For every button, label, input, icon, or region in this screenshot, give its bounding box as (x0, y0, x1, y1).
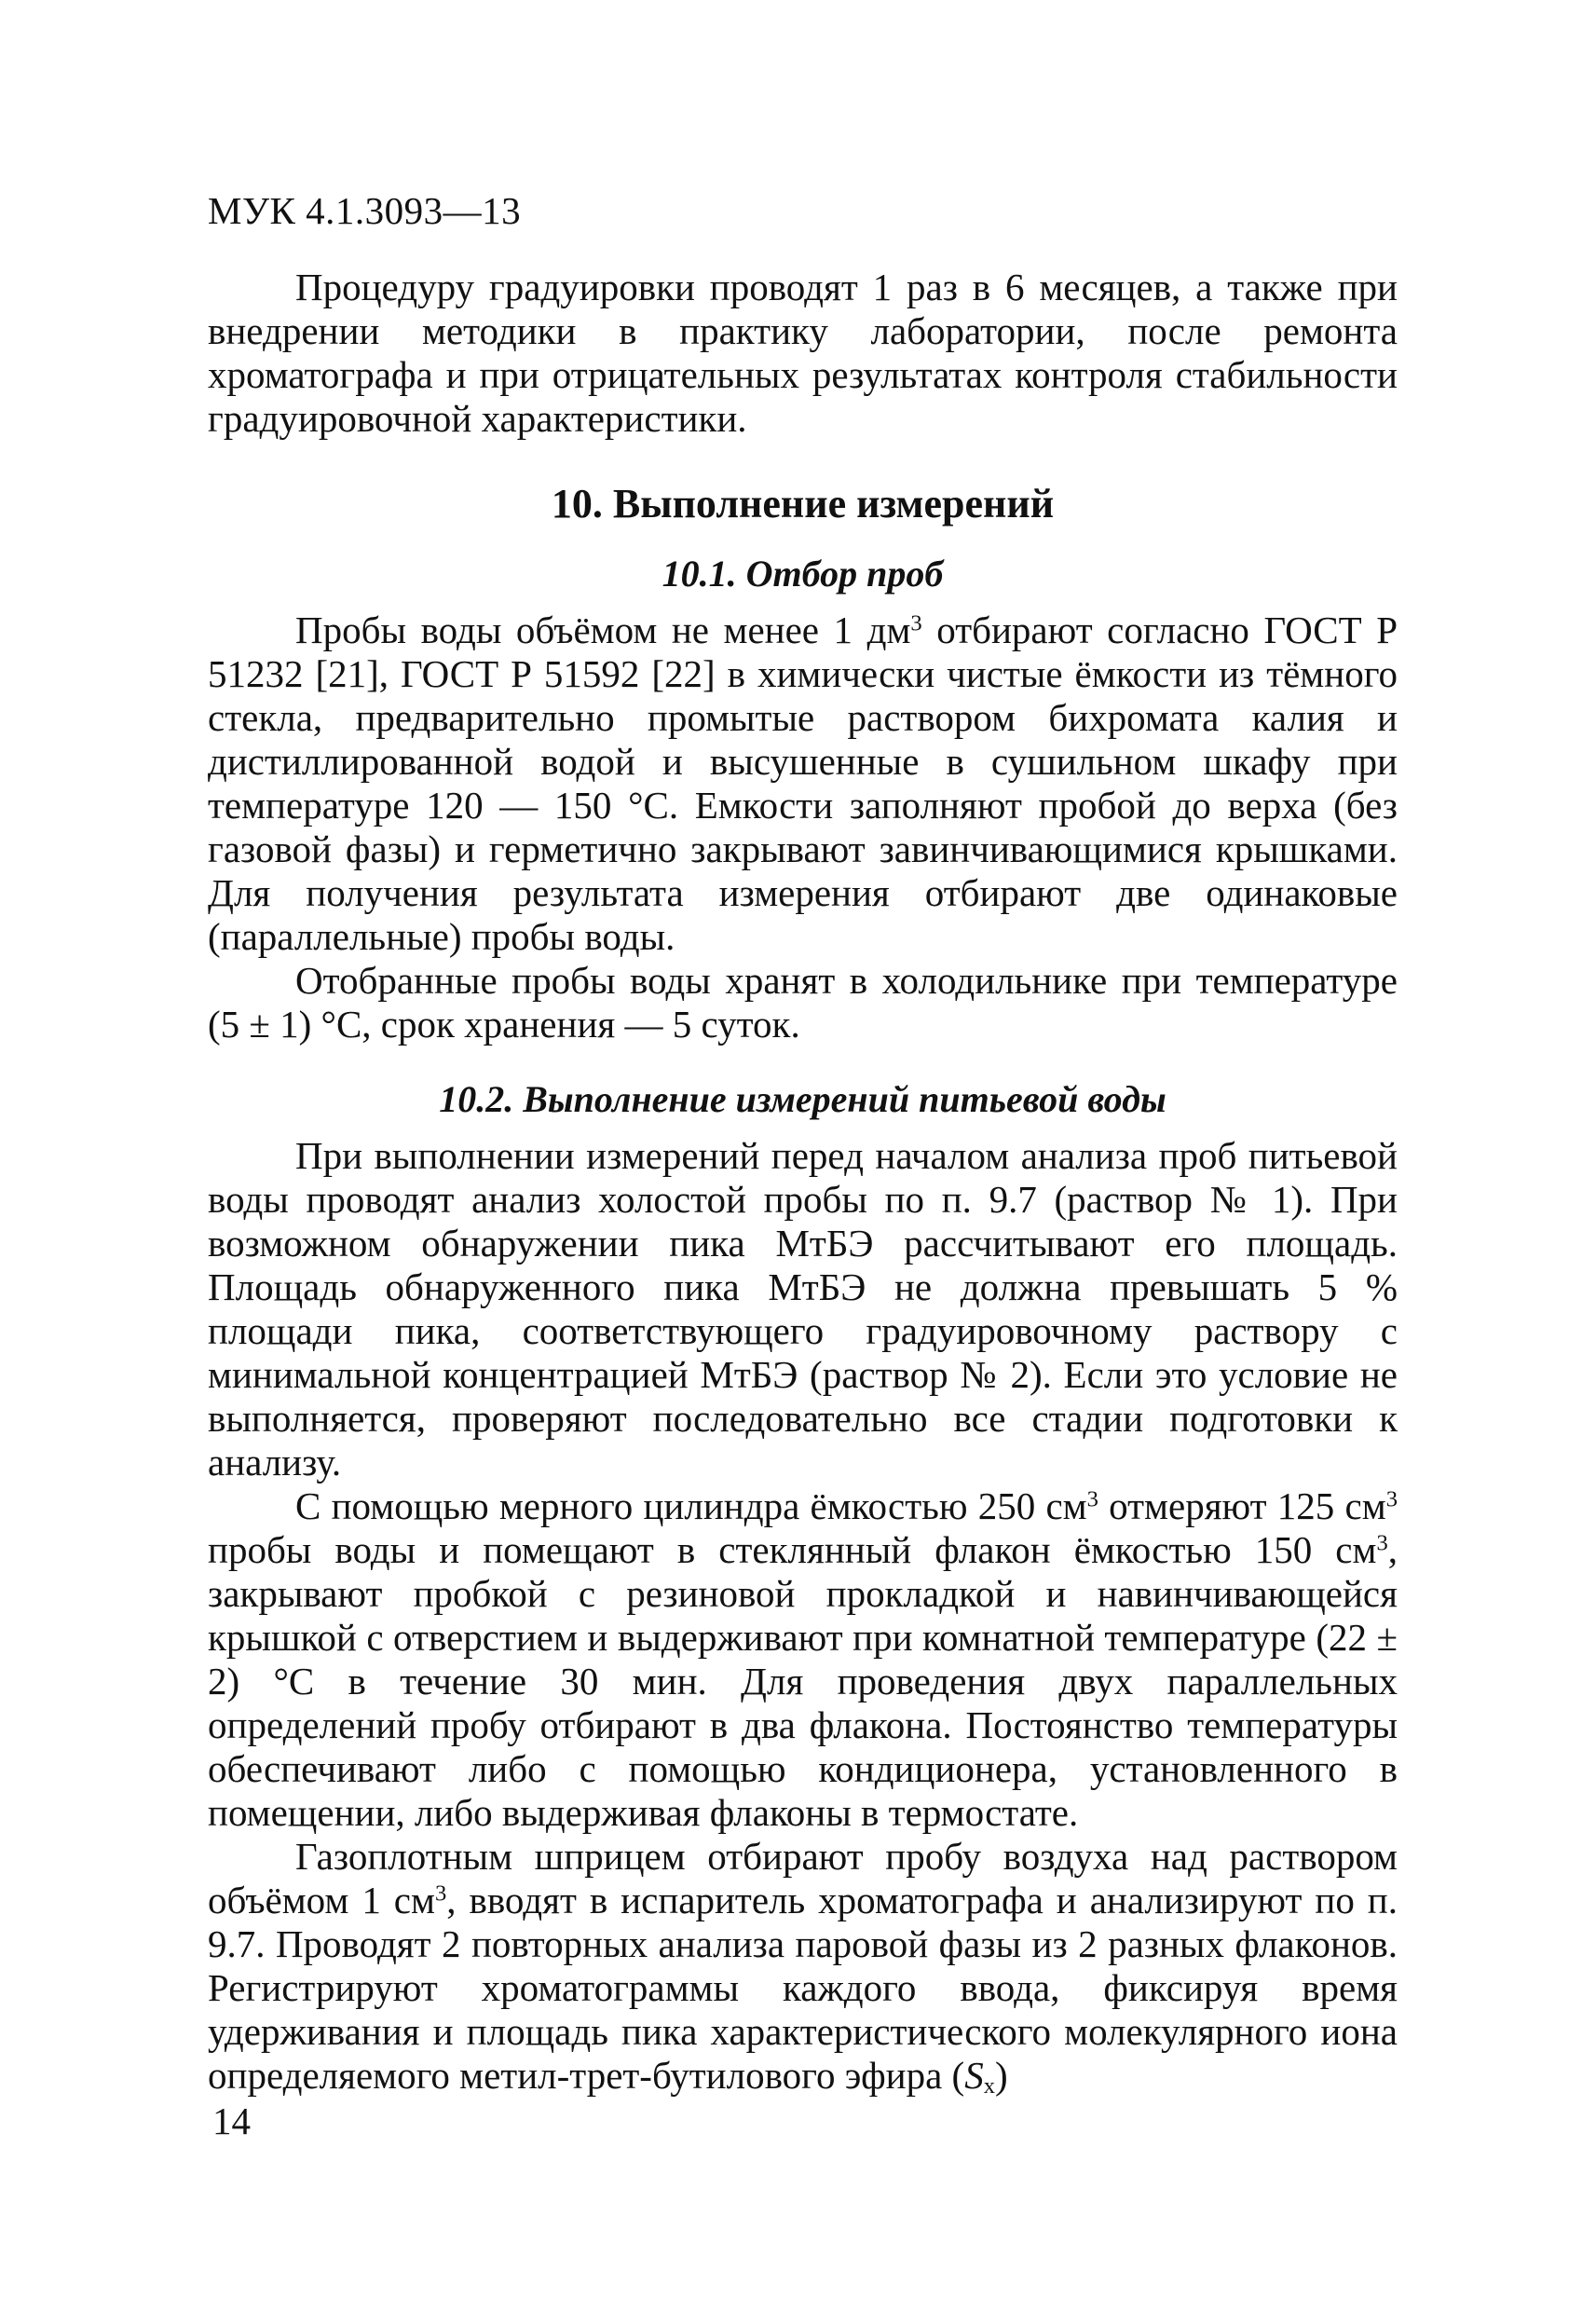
sampling-text-b: отбирают согласно ГОСТ Р 51232 [21], ГОСТ Р 51592 [22] в химически чистые ёмкости из тёмного стекла, предварительно промытые раствором бихромата калия и дистиллированной водой и высушенные в сушильном шкафу при температуре 120 — 150 °С. Емкости заполняют пробой до верха (без газовой фазы) и герметично закрывают завинчивающимися крышками. Для получения результата измерения отбирают две одинаковые (параллельные) пробы воды. (208, 609, 1398, 958)
blank-analysis-paragraph: При выполнении измерений перед началом анализа проб питьевой воды проводят анализ холостой пробы по п. 9.7 (раствор № 1). При возможном обнаружении пика МтБЭ рассчитывают его площадь. Площадь обнаруженного пика МтБЭ не должна превышать 5 % площади пика, соответствующего градуировочному раствору с минимальной концентрацией МтБЭ (раствор № 2). Если это условие не выполняется, проверяют последовательно все стадии подготовки к анализу. (208, 1134, 1398, 1484)
sampling-paragraph (208, 609, 1398, 959)
section-10-2-title: 10.2. Выполнение измерений питьевой воды (439, 1078, 1166, 1120)
sampling-sup: 3 (910, 610, 922, 636)
intro-paragraph: Процедуру градуировки проводят 1 раз в 6 месяцев, а также при внедрении методики в практику лаборатории, после ремонта хроматографа и при отрицательных результатах контроля стабильности градуировочной характеристики. (208, 266, 1398, 440)
injection-paragraph (208, 1835, 1398, 2098)
prep-sup-3: 3 (1376, 1530, 1388, 1556)
section-10-1-title: 10.1. Отбор проб (662, 553, 944, 595)
prep-text-a: С помощью мерного цилиндра ёмкостью 250 см (295, 1484, 1087, 1527)
page-number: 14 (212, 2099, 251, 2142)
storage-paragraph: Отобранные пробы воды хранят в холодильнике при температуре (5 ± 1) °С, срок хранения — 5 суток. (208, 959, 1398, 1046)
document-code: МУК 4.1.3093—13 (208, 189, 522, 232)
section-10-title: 10. Выполнение измерений (551, 481, 1055, 526)
prep-text-d: , закрывают пробкой с резиновой прокладкой и навинчивающейся крышкой с отверстием и выдерживают при комнатной температуре (22 ± 2) °С в течение 30 мин. Для проведения двух параллельных определений пробу отбирают в два флакона. Постоянство температуры обеспечивают либо с помощью кондиционера, установленного в помещении, либо выдерживая флаконы в термостате. (208, 1528, 1398, 1834)
inject-text-b: , вводят в испаритель хроматографа и анализируют по п. 9.7. Проводят 2 повторных анализа паровой фазы из 2 разных флаконов. Регистрируют хроматограммы каждого ввода, фиксируя время удерживания и площадь пика характеристического молекулярного иона определяемого метил-трет-бутилового эфира ( (208, 1879, 1398, 2097)
prep-sup-1: 3 (1086, 1486, 1098, 1512)
inject-sub: x (983, 2072, 995, 2099)
document-body (208, 266, 1398, 2098)
inject-text-c: ) (994, 2054, 1008, 2097)
inject-text-a: Газоплотным шприцем отбирают пробу воздуха над раствором объёмом 1 см (208, 1835, 1398, 1921)
prep-text-b: отмеряют 125 см (1098, 1484, 1386, 1527)
sampling-text-a: Пробы воды объёмом не менее 1 дм (295, 609, 911, 651)
inject-sup: 3 (434, 1880, 447, 1907)
inject-var: S (964, 2054, 984, 2097)
prep-text-c: пробы воды и помещают в стеклянный флакон ёмкостью 150 см (208, 1528, 1377, 1571)
sample-prep-paragraph (208, 1484, 1398, 1835)
prep-sup-2: 3 (1385, 1486, 1398, 1512)
